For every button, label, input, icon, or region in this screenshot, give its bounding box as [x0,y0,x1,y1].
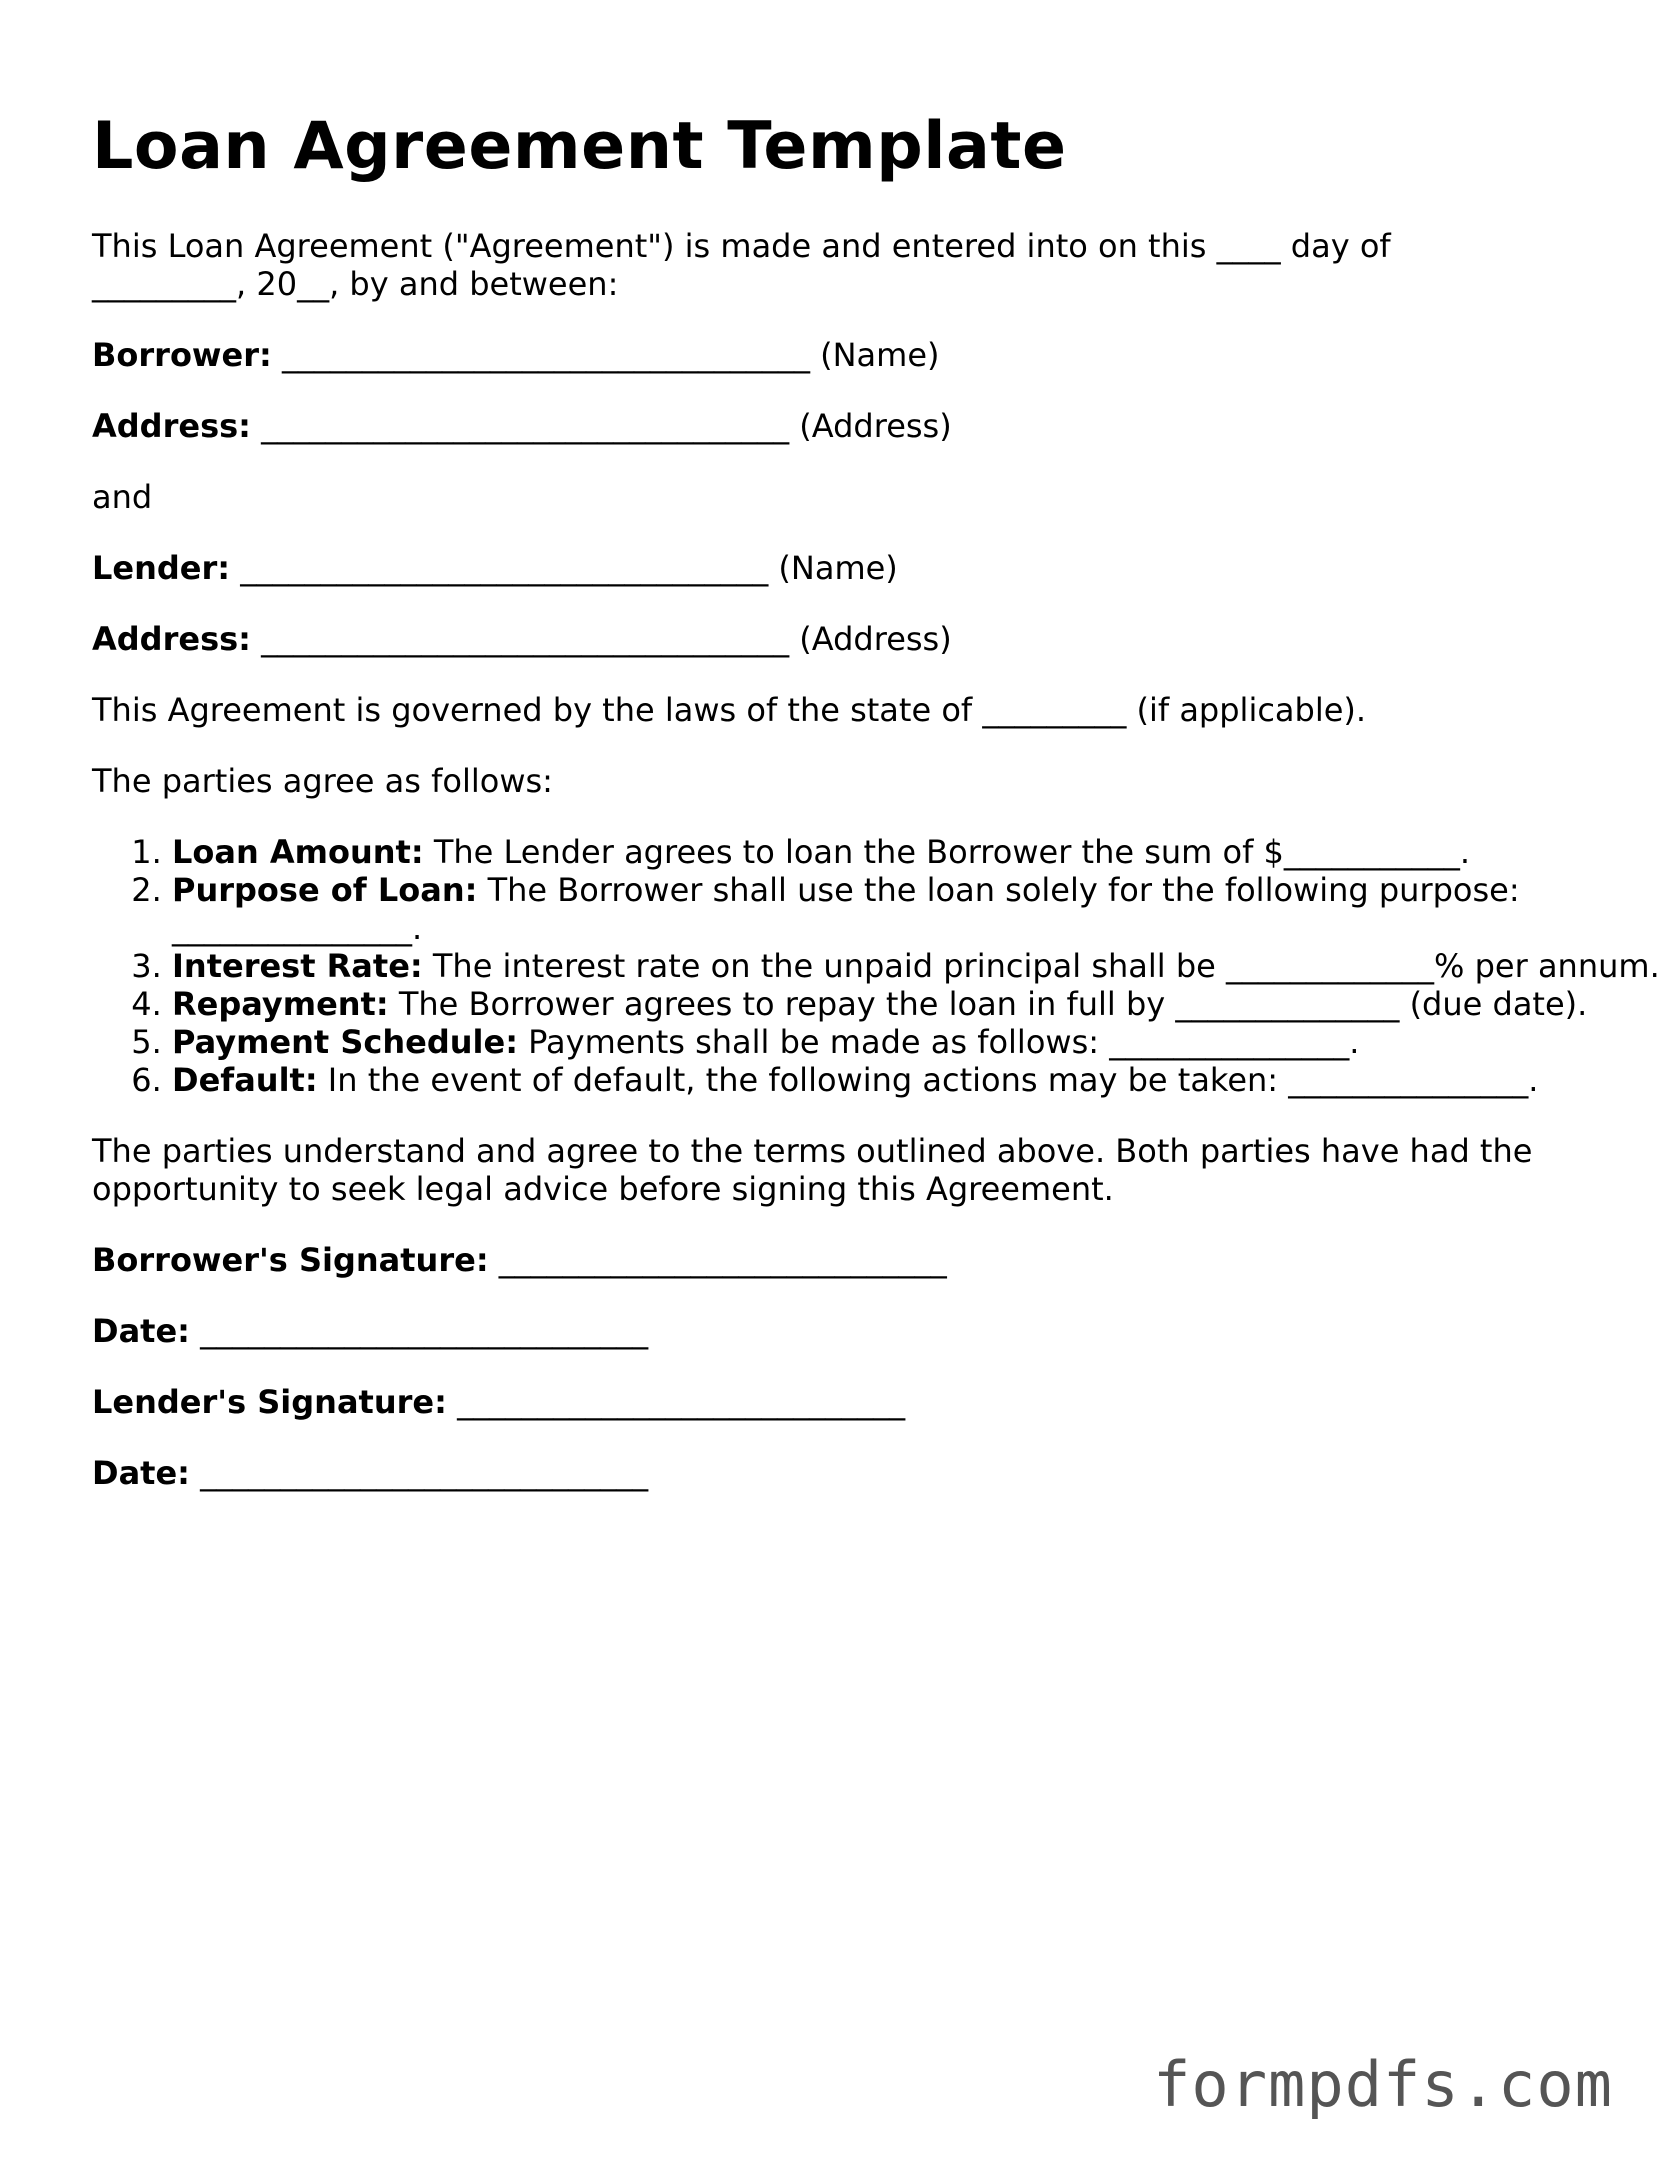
agree-lead: The parties agree as follows: [92,761,553,800]
lender-date-blank[interactable]: ____________________________ [200,1453,649,1492]
borrower-date-blank[interactable]: ____________________________ [200,1311,649,1350]
term-text: In the event of default, the following actions may be taken: _______________. [327,1060,1539,1099]
borrower-address-blank[interactable]: _________________________________ [261,406,790,445]
term-label: Repayment: [172,984,389,1023]
lender-address-hint: (Address) [799,619,952,658]
term-payment-schedule [172,1023,1662,1061]
borrower-name-blank[interactable]: _________________________________ [281,335,810,374]
lender-address-blank[interactable]: _________________________________ [261,619,790,658]
document-title: Loan Agreement Template [92,109,1067,184]
term-purpose [172,871,1662,947]
term-label: Payment Schedule: [172,1022,518,1061]
lender-field [92,549,1592,587]
term-text: Payments shall be made as follows: _______________. [528,1022,1360,1061]
borrower-label: Borrower: [92,335,272,374]
borrower-signature-line [92,1241,1592,1279]
borrower-date-line [92,1312,1592,1350]
term-default [172,1061,1662,1099]
lender-name-blank[interactable]: _________________________________ [240,548,769,587]
lender-signature-blank[interactable]: ____________________________ [457,1382,906,1421]
terms-list [92,833,1662,1099]
watermark: formpdfs.com [1153,2048,1613,2121]
intro-paragraph: This Loan Agreement ("Agreement") is made and entered into on this ____ day of _________, 20__, by and between: [92,226,1391,303]
term-label: Interest Rate: [172,946,423,985]
and-text: and [92,477,153,516]
lender-name-hint: (Name) [778,548,898,587]
governing-law: This Agreement is governed by the laws of the state of _________ (if applicable). [92,690,1367,729]
term-loan-amount [172,833,1662,871]
lender-label: Lender: [92,548,231,587]
term-text: The Borrower agrees to repay the loan in full by ______________ (due date). [398,984,1588,1023]
borrower-address-field [92,407,1592,445]
lender-address-field [92,620,1592,658]
term-label: Purpose of Loan: [172,870,478,909]
document-page [92,109,1660,1492]
term-text: The Borrower shall use the loan solely for the following purpose: _______________. [172,870,1520,947]
term-repayment [172,985,1662,1023]
term-text: The interest rate on the unpaid principal shall be _____________% per annum. [432,946,1660,985]
term-text: The Lender agrees to loan the Borrower the sum of $___________. [433,832,1471,871]
signature-label: Borrower's Signature: [92,1240,489,1279]
term-label: Loan Amount: [172,832,424,871]
borrower-address-hint: (Address) [799,406,952,445]
signature-label: Lender's Signature: [92,1382,447,1421]
date-label: Date: [92,1311,190,1350]
date-label: Date: [92,1453,190,1492]
borrower-field [92,336,1592,374]
closing-paragraph: The parties understand and agree to the terms outlined above. Both parties have had the opportunity to seek legal advice before signing this Agreement. [92,1131,1533,1208]
lender-address-label: Address: [92,619,251,658]
lender-date-line [92,1454,1592,1492]
term-interest-rate [172,947,1662,985]
term-label: Default: [172,1060,318,1099]
lender-signature-line [92,1383,1592,1421]
borrower-signature-blank[interactable]: ____________________________ [498,1240,947,1279]
borrower-name-hint: (Name) [820,335,940,374]
borrower-address-label: Address: [92,406,251,445]
